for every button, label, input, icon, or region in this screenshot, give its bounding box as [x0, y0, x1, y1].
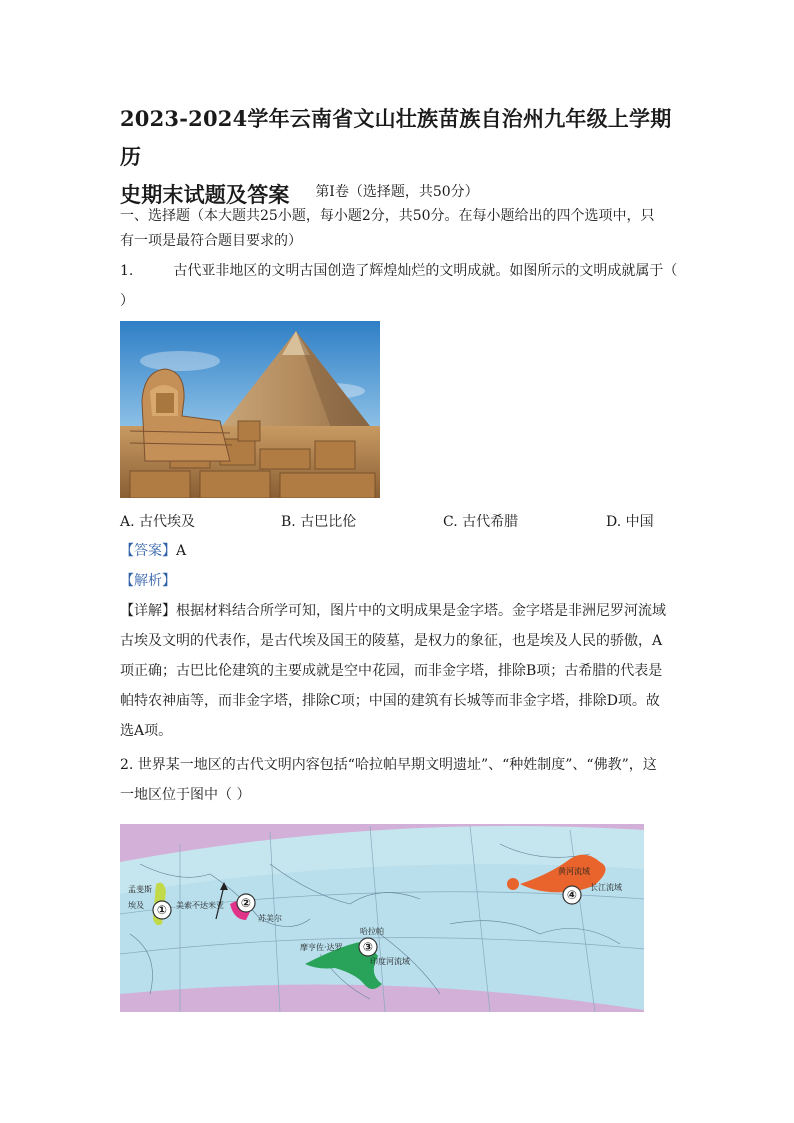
label-egypt: 埃及 — [128, 901, 144, 910]
ancient-civilizations-map — [120, 824, 644, 1012]
instructions-line-2: 有一项是最符合题目要求的） — [120, 233, 302, 249]
detail-line-4: 帕特农神庙等，而非金字塔，排除C项；中国的建筑有长城等而非金字塔，排除D项。故 — [120, 693, 660, 709]
question-2-stem-1: 2. 世界某一地区的古代文明内容包括“哈拉帕早期文明遗址”、“种姓制度”、“佛教”，这 — [120, 757, 657, 773]
answer-value: A — [176, 543, 187, 559]
title-line-1: 2023-2024学年云南省文山壮族苗族自治州九年级上学期历 — [120, 106, 672, 169]
marker-3: ③ — [362, 940, 374, 954]
option-c: C. 古代希腊 — [443, 514, 519, 530]
label-harappa: 哈拉帕 — [360, 927, 384, 936]
question-1-stem-end: ） — [120, 293, 134, 309]
option-d: D. 中国 — [606, 514, 654, 530]
detail-label: 【详解】 — [120, 603, 176, 619]
analysis-label: 【解析】 — [120, 573, 176, 589]
answer-line — [120, 541, 186, 561]
sphinx-pyramid-photo — [120, 321, 380, 498]
question-1-text: 古代亚非地区的文明古国创造了辉煌灿烂的文明成就。如图所示的文明成就属于（ — [173, 263, 678, 279]
detail-line-2: 古埃及文明的代表作，是古代埃及国王的陵墓，是权力的象征，也是埃及人民的骄傲，A — [120, 633, 663, 649]
detail-line-5: 选A项。 — [120, 723, 173, 739]
section-heading: 第Ⅰ卷（选择题，共50分） — [315, 184, 479, 200]
question-1-stem — [120, 261, 677, 281]
label-mohenjo-daro: 摩亨佐·达罗 — [300, 943, 343, 952]
option-a: A. 古代埃及 — [120, 514, 196, 530]
question-2-stem-2: 一地区位于图中（ ） — [120, 787, 251, 803]
marker-2: ② — [240, 896, 252, 910]
marker-4: ④ — [566, 888, 578, 902]
title-line-2: 史期末试题及答案 — [120, 182, 290, 207]
answer-label: 【答案】 — [120, 543, 176, 559]
instructions-line-1: 一、选择题（本大题共25小题，每小题2分，共50分。在每小题给出的四个选项中，只 — [120, 208, 655, 224]
label-mesopotamia: 美索不达米亚 — [176, 901, 224, 910]
label-sumer: 苏美尔 — [258, 914, 282, 923]
detail-line-3: 项正确；古巴比伦建筑的主要成就是空中花园，而非金字塔，排除B项；古希腊的代表是 — [120, 663, 663, 679]
detail-line-1 — [120, 601, 666, 621]
label-indus-valley: 印度河流域 — [370, 957, 410, 966]
question-1-number: 1. — [120, 263, 134, 279]
marker-1: ① — [156, 903, 168, 917]
label-yangtze-river: 长江流域 — [590, 883, 622, 892]
label-memphis: 孟斐斯 — [128, 885, 152, 894]
option-b: B. 古巴比伦 — [281, 514, 357, 530]
label-yellow-river: 黄河流域 — [558, 867, 590, 876]
detail-text-1: 根据材料结合所学可知，图片中的文明成果是金字塔。金字塔是非洲尼罗河流域 — [176, 603, 666, 619]
